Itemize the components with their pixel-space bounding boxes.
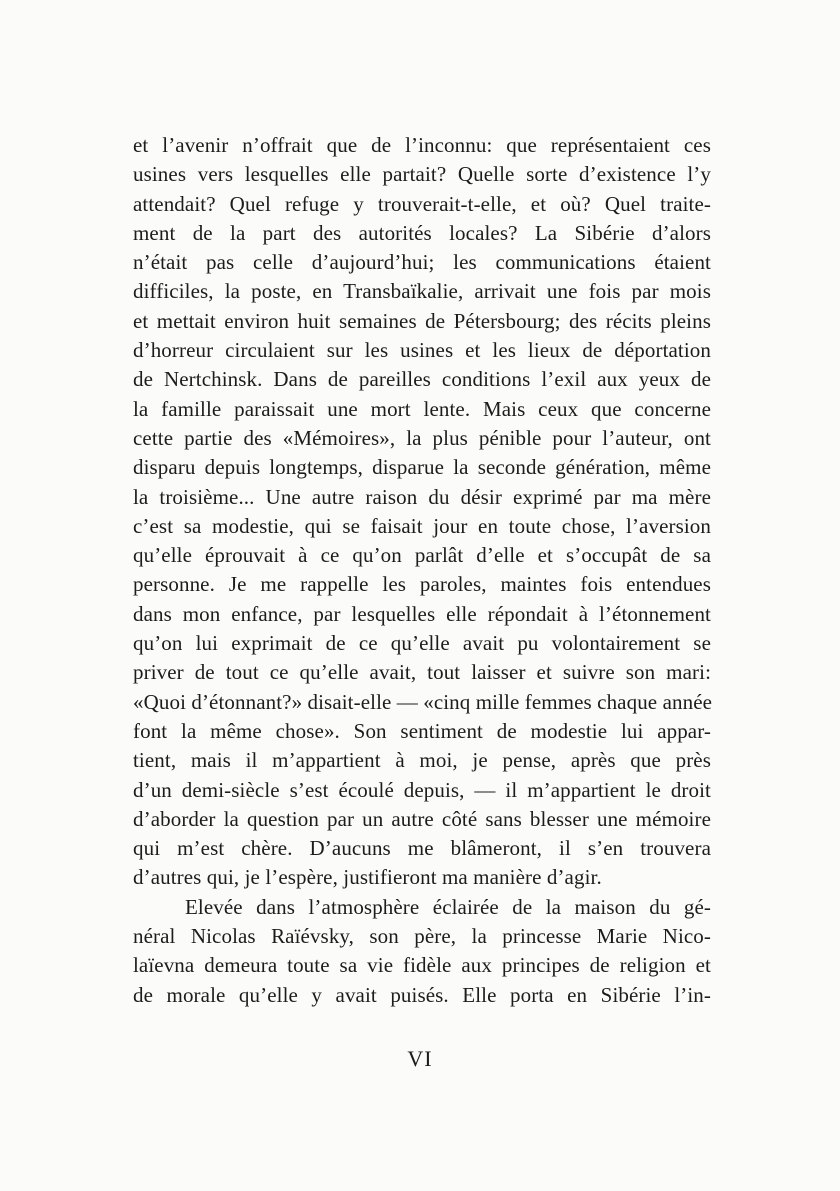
text-line: tient, mais il m’appartient à moi, je pense, après que près	[133, 748, 711, 773]
text-line: d’horreur circulaient sur les usines et les lieux de déportation	[133, 338, 711, 363]
text-line: la troisième... Une autre raison du désir exprimé par ma mère	[133, 484, 711, 509]
text-line: «Quoi d’étonnant?» disait-elle — «cinq mille femmes chaque année	[133, 689, 713, 714]
text-line: qu’on lui exprimait de ce qu’elle avait pu volontairement se	[133, 631, 711, 656]
text-line: disparu depuis longtemps, disparue la seconde génération, même	[133, 455, 711, 480]
text-line: qu’elle éprouvait à ce qu’on parlât d’elle et s’occupât de sa	[133, 543, 711, 568]
text-line: néral Nicolas Raïévsky, son père, la princesse Marie Nico-	[133, 924, 711, 949]
text-line: et l’avenir n’offrait que de l’inconnu: que représentaient ces	[133, 133, 711, 157]
text-line: de Nertchinsk. Dans de pareilles conditions l’exil aux yeux de	[133, 367, 711, 392]
text-line: la famille paraissait une mort lente. Mais ceux que concerne	[133, 396, 711, 421]
text-line: de morale qu’elle y avait puisés. Elle porta en Sibérie l’in-	[133, 982, 711, 1007]
text-line: laïevna demeura toute sa vie fidèle aux principes de religion et	[133, 953, 711, 978]
paragraph-end-line: d’autres qui, je l’espère, justifieront ma manière d’agir.	[133, 865, 602, 890]
text-line: difficiles, la poste, en Transbaïkalie, arrivait une fois par mois	[133, 279, 711, 304]
page-number: VI	[407, 1046, 433, 1071]
body-text	[133, 131, 711, 1010]
text-line: d’aborder la question par un autre côté sans blesser une mémoire	[133, 806, 711, 831]
text-line: d’un demi-siècle s’est écoulé depuis, — il m’appartient le droit	[133, 777, 711, 802]
text-line: ment de la part des autorités locales? La Sibérie d’alors	[133, 220, 711, 245]
text-line: personne. Je me rappelle les paroles, maintes fois entendues	[133, 572, 711, 597]
text-line: dans mon enfance, par lesquelles elle répondait à l’étonnement	[133, 601, 711, 626]
text-line: priver de tout ce qu’elle avait, tout laisser et suivre son mari:	[133, 660, 711, 685]
text-line: cette partie des «Mémoires», la plus pénible pour l’auteur, ont	[133, 425, 711, 450]
text-line: font la même chose». Son sentiment de modestie lui appar-	[133, 718, 711, 743]
text-line: et mettait environ huit semaines de Pétersbourg; des récits pleins	[133, 308, 711, 333]
paragraph-start-line: Elevée dans l’atmosphère éclairée de la maison du gé-	[185, 894, 711, 919]
text-line: n’était pas celle d’aujourd’hui; les communications étaient	[133, 250, 711, 275]
text-line: c’est sa modestie, qui se faisait jour en toute chose, l’aversion	[133, 513, 711, 538]
text-line: attendait? Quel refuge y trouverait-t-elle, et où? Quel traite-	[133, 191, 711, 216]
text-line: usines vers lesquelles elle partait? Quelle sorte d’existence l’y	[133, 162, 711, 187]
text-line: qui m’est chère. D’aucuns me blâmeront, il s’en trouvera	[133, 836, 711, 861]
